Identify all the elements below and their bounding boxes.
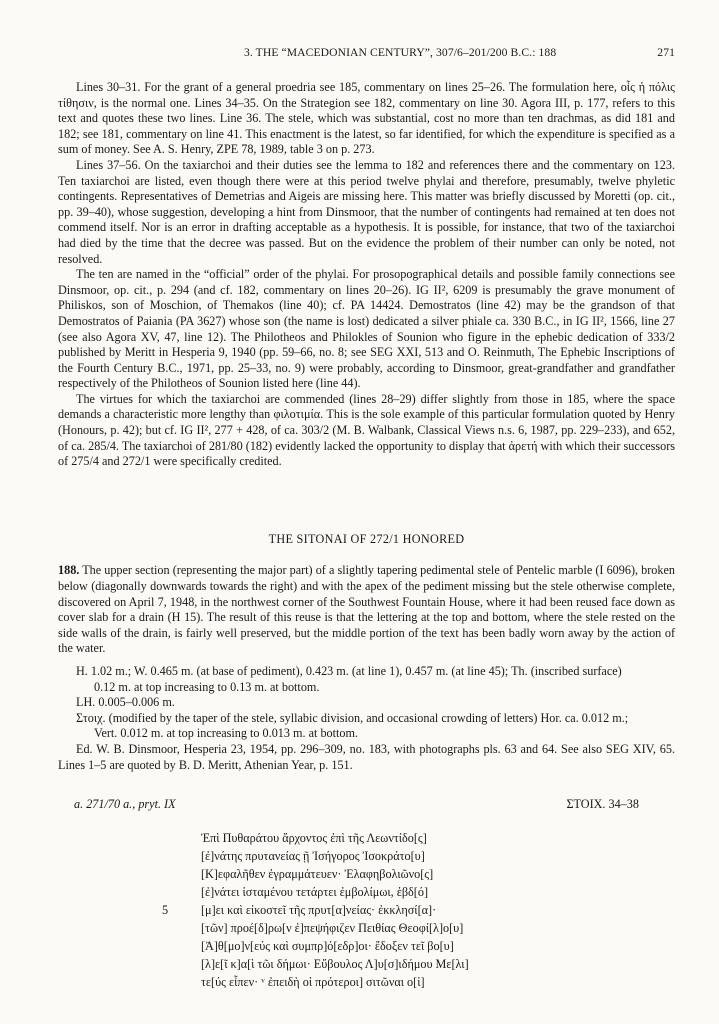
fragment-label: a. 271/70 a., pryt. IX	[74, 797, 176, 812]
greek-line	[58, 901, 675, 919]
greek-line	[58, 919, 675, 937]
greek-line	[58, 847, 675, 865]
inscription-entry	[58, 563, 675, 773]
entry-number: 188.	[58, 563, 80, 578]
dimension-line: Στοιχ. (modified by the taper of the stele, syllabic division, and occasional crowding of letters) Hor. ca. 0.012 m.;	[76, 710, 629, 725]
stoichedon-label: ΣΤΟΙΧ. 34–38	[566, 797, 639, 812]
greek-line-text: τε[ύς εἶπεν· ᵛ ἐπειδὴ οἱ πρότεροι] σιτῶναι ο[ἱ]	[201, 975, 425, 990]
commentary-paragraph: The ten are named in the “official” order of the phylai. For prosopographical details and possible family connections see Dinsmoor, op. cit., p. 294 (and cf. 182, commentary on lines 20–26). IG II², 6209 is presumably the grave monument of Philiskos, son of Moschion, of Themakos (line 40); cf. PA 14424. Demostratos (line 42) may be the grandson of that Demostratos of Paiania (PA 3627) whose son (the name is lost) dedicated a silver phiale ca. 330 B.C., in IG II², 1566, line 27 (see also Agora XV, 47, line 12). The Philotheos and Philokles of Sounion who figure in the ephebic dedication of 333/2 published by Meritt in Hesperia 9, 1940 (pp. 59–66, no. 8; see SEG XXI, 513 and O. Reinmuth, The Ephebic Inscriptions of the Fourth Century B.C., 1971, pp. 25–33, no. 9) were probably, according to Dinsmoor, great-grandfather and grandfather respectively of the Philotheos of Sounion listed here (line 44).	[58, 267, 675, 391]
greek-line-text: Ἐπὶ Πυθαράτου ἄρχοντος ἐπὶ τῆς Λεωντίδο[ς]	[201, 831, 427, 846]
greek-line-text: [λ]ε[ῖ κ]α[ὶ τῶι δήμωι· Εὔβουλος Λ]υ[σ]ιδήμου Με[λι]	[201, 957, 469, 972]
dimension-line: LH. 0.005–0.006 m.	[76, 695, 175, 710]
greek-line	[58, 829, 675, 847]
dimension-line: H. 1.02 m.; W. 0.465 m. (at base of pediment), 0.423 m. (at line 1), 0.457 m. (at line 45); Th. (inscribed surface)	[76, 664, 622, 678]
greek-line-text: [τῶν] προέ[δ]ρω[ν ἐ]πεψήφιζεν Πειθίας Θεοφί[λ]ο[υ]	[201, 921, 464, 936]
main-text	[58, 80, 675, 991]
greek-line	[58, 865, 675, 883]
greek-text	[58, 829, 675, 991]
greek-line-text: [Κ]εφαλῆθεν ἐγραμμάτευεν· Ἐλαφηβολιῶνο[ς]	[201, 867, 434, 882]
dimensions-block	[58, 664, 675, 742]
dimension-line: 0.12 m. at top increasing to 0.13 m. at bottom.	[94, 679, 320, 694]
edition-note: Ed. W. B. Dinsmoor, Hesperia 23, 1954, pp. 296–309, no. 183, with photographs pls. 63 and 64. See also SEG XIV, 65. Lines 1–5 are quoted by B. D. Meritt, Athenian Year, p. 151.	[58, 741, 675, 772]
entry-description-paragraph	[58, 563, 675, 657]
greek-line-text: [Ἀ]θ[μο]ν[εύς καὶ συμπρ]ό[εδρ]οι· ἔδοξεν τεῖ βο[υ]	[201, 939, 454, 954]
fragment-heading	[58, 797, 675, 815]
commentary-paragraph: Lines 37–56. On the taxiarchoi and their duties see the lemma to 182 and references there and the commentary on 123. Ten taxiarchoi are listed, even though there were at this period twelve phylai and therefore, presumably, twelve phyletic contingents. Representatives of Demetrias and Aigeis are missing here. This matter was briefly discussed by Moretti (op. cit., pp. 39–40), whose suggestion, developing a hint from Dinsmoor, that the number of contingents had remained at ten does not commend itself. Nor is an error in drafting acceptable as a hypothesis. It is possible, for instance, that two of the taxiarchoi had died by the time that the decree was passed. But on the evidence the problem of their number can only be noted, not resolved.	[58, 157, 675, 266]
commentary-paragraph: Lines 30–31. For the grant of a general proedria see 185, commentary on lines 25–26. The formulation here, oἷς ἡ πόλις τίθησιν, is the normal one. Lines 34–35. On the Strategion see 182, commentary on line 30. Agora III, p. 177, refers to this text and quotes these two lines. Line 36. The stele, which was substantial, cost no more than ten drachmas, as did 181 and 182; see 181, commentary on line 41. This enactment is the latest, so far identified, for which the expenditure is specified as a sum of money. See A. S. Henry, ZPE 78, 1989, table 3 on p. 273.	[58, 80, 675, 157]
greek-line	[58, 955, 675, 973]
greek-line-text: [ἐ]νάτει ἱσταμένου τετάρτει ἐμβολίμωι, ἑβδ[ό]	[201, 885, 428, 900]
greek-line	[58, 937, 675, 955]
greek-line-text: [ἐ]νάτης πρυτανείας ῇ Ἰσήγορος Ἰσοκράτο[υ]	[201, 849, 425, 864]
line-number: 5	[162, 903, 169, 918]
entry-description: The upper section (representing the major part) of a slightly tapering pedimental stele of Pentelic marble (I 6096), broken below (diagonally downwards towards the right) and with the apex of the pediment missing but the stele otherwise complete, discovered on April 7, 1948, in the northwest corner of the Southwest Fountain House, where it had been reused face down as cover slab for a drain (H 15). The result of this reuse is that the lettering at the top and bottom, where the stele rested on the side walls of the drain, is fairly well preserved, but the middle portion of the text has been badly worn away by the action of the water.	[58, 563, 675, 656]
commentary-paragraph: The virtues for which the taxiarchoi are commended (lines 28–29) differ slightly from those in 185, where the space demands a characteristic more lengthy than φιλοτιμία. This is the sole example of this particular formulation quoted by Henry (Honours, p. 42); but cf. IG II², 277 + 428, of ca. 303/2 (M. B. Walbank, Classical Views n.s. 6, 1987, pp. 229–233), and 652, of ca. 285/4. The taxiarchoi of 281/80 (182) evidently lacked the opportunity to display that ἀρετή with which their successors of 275/4 and 272/1 were specifically credited.	[58, 391, 675, 469]
dimension-line: Vert. 0.012 m. at top increasing to 0.013 m. at bottom.	[94, 726, 359, 741]
running-title: 3. THE “MACEDONIAN CENTURY”, 307/6–201/200 B.C.: 188	[244, 46, 557, 59]
greek-line	[58, 973, 675, 991]
greek-line-text: [μ]ει καὶ εἰκοστεῖ τῆς πρυτ[α]νείας· ἐκκλησί[α]·	[201, 903, 437, 918]
section-title: THE SITONAI OF 272/1 HONORED	[268, 531, 465, 546]
greek-line	[58, 883, 675, 901]
page-number: 271	[657, 46, 675, 59]
